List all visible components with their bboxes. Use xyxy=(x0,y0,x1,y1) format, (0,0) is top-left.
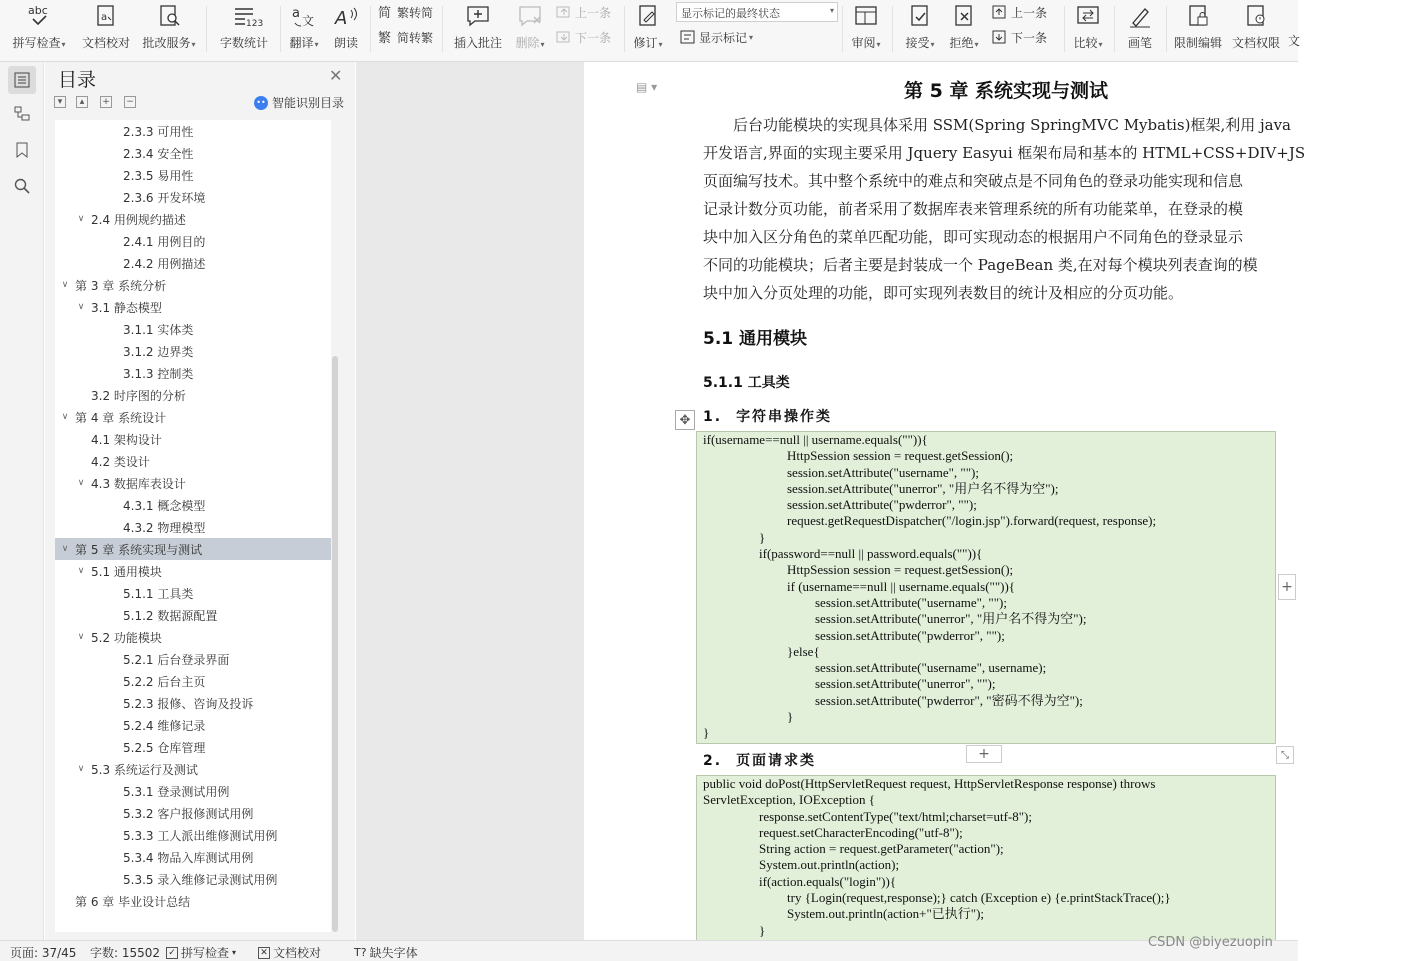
list-heading-2: 2. 页面请求类 xyxy=(703,753,817,769)
delete-comment-button[interactable]: 删除▾ xyxy=(510,0,550,58)
nav-pane-button[interactable] xyxy=(8,100,36,128)
list-heading-1: 1. 字符串操作类 xyxy=(703,409,833,425)
toc-item[interactable] xyxy=(55,472,331,494)
smart-toc-icon: •• xyxy=(254,96,268,110)
find-button[interactable] xyxy=(8,172,36,200)
toc-item-label: 3.1.2 边界类 xyxy=(123,344,194,359)
toc-list xyxy=(55,120,331,932)
toc-item-label: 4.3 数据库表设计 xyxy=(91,476,186,491)
toc-panel-button[interactable] xyxy=(8,66,36,94)
read-aloud-button[interactable]: A 朗读 xyxy=(326,0,366,58)
ribbon-overflow-label: 文 xyxy=(1288,33,1301,48)
code-line: public void doPost(HttpServletRequest request, HttpServletResponse response) throws xyxy=(703,776,1156,791)
remove-heading-icon[interactable]: − xyxy=(124,96,136,108)
nav-tree-icon xyxy=(13,105,31,123)
toc-item-label: 2.3.5 易用性 xyxy=(123,168,194,183)
toc-item[interactable] xyxy=(55,274,331,296)
code-line: }else{ xyxy=(787,643,820,659)
toc-item-label: 5.1.1 工具类 xyxy=(123,586,194,601)
doc-permission-button[interactable]: 文档权限 xyxy=(1228,0,1284,58)
toc-item-label: 2.3.6 开发环境 xyxy=(123,190,206,205)
toc-item[interactable] xyxy=(55,538,331,560)
toc-item[interactable] xyxy=(55,582,331,604)
toc-item-label: 5.2.2 后台主页 xyxy=(123,674,206,689)
translate-icon xyxy=(291,3,317,29)
doc-proof-icon xyxy=(93,3,119,29)
ribbon-separator xyxy=(370,6,371,52)
toc-item-label: 5.2.5 仓库管理 xyxy=(123,740,206,755)
code-line: session.setAttribute("unerror", "用户名不得为空"); xyxy=(787,480,1059,496)
search-icon xyxy=(13,177,31,195)
missing-font-status[interactable]: T? 缺失字体 xyxy=(354,946,418,960)
bookmark-icon xyxy=(13,141,31,159)
ribbon-separator xyxy=(280,6,281,52)
toc-item-label: 2.3.4 安全性 xyxy=(123,146,194,161)
toc-item-label: 第 6 章 毕业设计总结 xyxy=(75,894,191,909)
word-count-button[interactable]: 123 字数统计 xyxy=(214,0,274,58)
code-line: } xyxy=(703,725,710,741)
code-block-page-request[interactable] xyxy=(696,775,1276,945)
chevron-down-icon[interactable]: ∨ xyxy=(77,566,85,576)
trad-to-simp-button[interactable]: 简 繁转简 xyxy=(378,5,434,21)
toc-item[interactable] xyxy=(55,780,331,802)
paragraph-line: 块中加入分页处理的功能，即可实现列表数目的统计及相应的分页功能。 xyxy=(703,284,1184,302)
abc-check-icon xyxy=(26,3,52,29)
code-line: response.setContentType("text/html;charset=utf-8"); xyxy=(759,808,1032,824)
toc-item-label: 第 5 章 系统实现与测试 xyxy=(75,542,203,557)
toc-item[interactable] xyxy=(55,714,331,736)
svg-text:123: 123 xyxy=(246,19,264,29)
move-handle-icon[interactable]: ✥ xyxy=(675,410,695,430)
translate-button[interactable]: a 文 翻译▾ xyxy=(284,0,324,58)
toc-item[interactable] xyxy=(55,252,331,274)
toc-item[interactable] xyxy=(55,868,331,890)
toc-item[interactable] xyxy=(55,340,331,362)
prev-comment-button[interactable]: 上一条 xyxy=(556,2,611,22)
toc-item-label: 5.2.4 维修记录 xyxy=(123,718,206,733)
toc-item-label: 5.3.3 工人派出维修测试用例 xyxy=(123,828,278,843)
paragraph-line: 不同的功能模块；后者主要是封装成一个 PageBean 类,在对每个模块列表查询的模 xyxy=(703,256,1258,274)
paragraph-line: 块中加入区分角色的菜单匹配功能，即可实现动态的根据用户不同角色的登录显示 xyxy=(703,228,1244,246)
toc-item[interactable] xyxy=(55,890,331,912)
toc-item-label: 5.2 功能模块 xyxy=(91,630,162,645)
track-changes-button[interactable]: 修订▾ xyxy=(628,0,668,58)
toc-item[interactable] xyxy=(55,142,331,164)
pen-button[interactable]: 画笔 xyxy=(1120,0,1160,58)
code-line: } xyxy=(759,529,766,545)
code-line: if(password==null || password.equals("")){ xyxy=(759,546,983,562)
ribbon-separator xyxy=(892,6,893,52)
toc-item[interactable] xyxy=(55,186,331,208)
toc-item-label: 2.3.3 可用性 xyxy=(123,124,194,139)
next-change-icon xyxy=(992,29,1008,45)
proof-icon: ✕ xyxy=(258,947,270,959)
review-service-button[interactable]: 批改服务▾ xyxy=(138,0,200,58)
chevron-down-icon[interactable]: ∨ xyxy=(77,214,85,224)
word-count-icon xyxy=(231,3,264,29)
toc-item-label: 第 3 章 系统分析 xyxy=(75,278,167,293)
chevron-down-icon[interactable]: ∨ xyxy=(61,412,69,422)
code-line: System.out.println(action); xyxy=(759,857,900,873)
toc-item-label: 3.1 静态模型 xyxy=(91,300,162,315)
toc-item[interactable] xyxy=(55,494,331,516)
insert-comment-icon xyxy=(465,3,491,29)
show-marks-icon xyxy=(680,29,696,45)
toc-item-label: 2.4.1 用例目的 xyxy=(123,234,206,249)
code-line: if(action.equals("login")){ xyxy=(759,873,897,889)
delete-comment-icon xyxy=(517,3,543,29)
ribbon-separator xyxy=(442,6,443,52)
next-comment-icon xyxy=(556,29,572,45)
subsection-heading: 5.1.1 工具类 xyxy=(703,375,790,391)
svg-text:a: a xyxy=(292,6,300,21)
review-pane-button[interactable]: 审阅▾ xyxy=(846,0,886,58)
paragraph-line: 后台功能模块的实现具体采用 SSM(Spring SpringMVC Mybatis)框架,利用 java xyxy=(733,116,1291,134)
svg-text:A: A xyxy=(335,8,348,29)
toc-item[interactable] xyxy=(55,406,331,428)
toc-item[interactable] xyxy=(55,450,331,472)
chevron-down-icon[interactable]: ∨ xyxy=(77,632,85,642)
prev-change-button[interactable]: 上一条 xyxy=(992,2,1047,22)
compare-button[interactable]: 比较▾ xyxy=(1068,0,1108,58)
ribbon-separator xyxy=(1166,6,1167,52)
toc-item-label: 5.2.1 后台登录界面 xyxy=(123,652,230,667)
doc-search-icon xyxy=(156,3,182,29)
toc-item[interactable] xyxy=(55,428,331,450)
ribbon-separator xyxy=(624,6,625,52)
chapter-title: 第 5 章 系统实现与测试 xyxy=(903,80,1109,102)
toc-item[interactable] xyxy=(55,318,331,340)
ribbon-separator xyxy=(842,6,843,52)
toc-item-label: 5.1 通用模块 xyxy=(91,564,162,579)
code-line: } xyxy=(787,709,794,725)
reject-button[interactable]: 拒绝▾ xyxy=(944,0,984,58)
toc-item[interactable] xyxy=(55,604,331,626)
resize-icon[interactable]: ⤡ xyxy=(1276,746,1294,764)
font-warning-icon: T? xyxy=(354,946,367,959)
svg-text:a: a xyxy=(101,12,108,23)
ribbon-separator xyxy=(1064,6,1065,52)
code-line: HttpSession session = request.getSession(); xyxy=(787,448,1014,464)
toc-item[interactable] xyxy=(55,296,331,318)
code-line: request.getRequestDispatcher("/login.jsp").forward(request, response); xyxy=(787,513,1157,529)
toc-item[interactable] xyxy=(55,626,331,648)
insert-comment-button[interactable]: 插入批注 xyxy=(450,0,506,58)
toc-item[interactable] xyxy=(55,362,331,384)
toc-item-label: 4.1 架构设计 xyxy=(91,432,162,447)
toc-item[interactable] xyxy=(55,802,331,824)
toc-item-label: 3.2 时序图的分析 xyxy=(91,388,186,403)
spell-check-status[interactable]: ✓ 拼写检查 ▾ xyxy=(166,944,236,961)
chevron-down-icon: ▾ xyxy=(829,6,834,15)
toc-scrollbar[interactable] xyxy=(332,356,338,932)
toc-item-label: 5.3.2 客户报修测试用例 xyxy=(123,806,254,821)
reject-icon xyxy=(951,3,977,29)
toc-item-label: 3.1.3 控制类 xyxy=(123,366,194,381)
code-line: session.setAttribute("username", ""); xyxy=(815,594,1007,610)
accept-icon xyxy=(907,3,933,29)
smart-toc-label: 智能识别目录 xyxy=(272,96,345,110)
paragraph-line: 记录计数分页功能，前者采用了数据库表来管理系统的所有功能菜单，在登录的模 xyxy=(703,200,1244,218)
code-line: ServletException, IOException { xyxy=(703,792,875,808)
compare-icon xyxy=(1075,3,1101,29)
code-line: try {Login(request,response);} catch (Exception e) {e.printStackTrace();} xyxy=(787,890,1171,906)
code-line: session.setAttribute("unerror", "用户名不得为空"); xyxy=(815,611,1087,627)
document-page[interactable] xyxy=(584,62,1306,940)
chevron-down-icon[interactable]: ∨ xyxy=(61,544,69,554)
chevron-down-icon[interactable]: ∨ xyxy=(77,764,85,774)
chevron-down-icon[interactable]: ∨ xyxy=(77,302,85,312)
toc-item-label: 2.4 用例规约描述 xyxy=(91,212,186,227)
toc-item[interactable] xyxy=(55,670,331,692)
restrict-edit-button[interactable]: 限制编辑 xyxy=(1170,0,1226,58)
toc-item-label: 5.2.3 报修、咨询及投诉 xyxy=(123,696,254,711)
prev-change-icon xyxy=(992,4,1008,20)
code-block-string-utils[interactable] xyxy=(696,431,1276,744)
toc-item[interactable] xyxy=(55,758,331,780)
read-aloud-icon xyxy=(333,3,359,29)
code-line: session.setAttribute("pwderror", ""); xyxy=(787,497,977,513)
code-line: session.setAttribute("unerror", ""); xyxy=(815,676,996,692)
toc-item[interactable] xyxy=(55,846,331,868)
add-column-icon[interactable]: + xyxy=(1278,574,1296,600)
toc-item-label: 4.2 类设计 xyxy=(91,454,150,469)
paragraph-line: 页面编写技术。其中整个系统中的难点和突破点是不同角色的登录功能实现和信息 xyxy=(703,172,1244,190)
code-line: session.setAttribute("pwderror", ""); xyxy=(815,627,1005,643)
toc-pane xyxy=(45,62,355,940)
toc-item[interactable] xyxy=(55,120,331,142)
simp-to-trad-button[interactable]: 繁 简转繁 xyxy=(378,30,434,46)
spell-check-button[interactable]: abc 拼写检查▾ xyxy=(12,4,66,50)
toc-item[interactable] xyxy=(55,736,331,758)
doc-proof-button[interactable]: a 文档校对 xyxy=(78,0,134,58)
toc-item[interactable] xyxy=(55,164,331,186)
document-area xyxy=(356,62,1306,940)
toc-item-label: 第 4 章 系统设计 xyxy=(75,410,167,425)
ribbon-separator xyxy=(206,6,207,52)
chevron-down-icon[interactable]: ∨ xyxy=(77,478,85,488)
restrict-edit-icon xyxy=(1185,3,1211,29)
code-line: } xyxy=(759,922,766,938)
add-heading-icon[interactable]: + xyxy=(100,96,112,108)
trad-simp-icon xyxy=(378,4,394,20)
code-line: HttpSession session = request.getSession(); xyxy=(787,562,1014,578)
toc-item-label: 5.3 系统运行及测试 xyxy=(91,762,198,777)
toc-list-icon xyxy=(13,71,31,89)
toc-item[interactable] xyxy=(55,208,331,230)
code-line: session.setAttribute("pwderror", "密码不得为空"); xyxy=(815,692,1083,708)
paragraph-line: 开发语言,界面的实现主要采用 Jquery Easyui 框架布局和基本的 HTML+CSS+DIV+JS xyxy=(703,144,1306,162)
toc-item[interactable] xyxy=(55,824,331,846)
doc-permission-icon xyxy=(1243,3,1269,29)
chevron-down-icon[interactable]: ∨ xyxy=(61,280,69,290)
ribbon-separator xyxy=(1114,6,1115,52)
toc-item-label: 4.3.1 概念模型 xyxy=(123,498,206,513)
toc-title: 目录 xyxy=(58,69,97,91)
ribbon-toolbar xyxy=(0,0,1301,62)
review-pane-icon xyxy=(853,3,879,29)
accept-button[interactable]: 接受▾ xyxy=(900,0,940,58)
svg-text:繁: 繁 xyxy=(378,31,392,46)
next-comment-button[interactable]: 下一条 xyxy=(556,27,611,47)
code-line: request.setCharacterEncoding("utf-8"); xyxy=(759,824,963,840)
svg-text:abc: abc xyxy=(28,4,48,17)
toc-item[interactable] xyxy=(55,648,331,670)
code-line: String action = request.getParameter("action"); xyxy=(759,841,1004,857)
track-changes-icon xyxy=(635,3,661,29)
watermark: CSDN @biyezuopin xyxy=(1148,935,1273,950)
toc-item-label: 3.1.1 实体类 xyxy=(123,322,194,337)
page-options-icon[interactable]: ▤ ▾ xyxy=(636,80,658,94)
toc-item-label: 2.4.2 用例描述 xyxy=(123,256,206,271)
status-bar xyxy=(0,940,1298,961)
code-line: if(username==null || username.equals("")){ xyxy=(703,432,928,447)
toc-item-label: 5.3.1 登录测试用例 xyxy=(123,784,230,799)
smart-toc-button[interactable] xyxy=(254,94,344,111)
svg-text:文: 文 xyxy=(302,14,315,28)
toc-item-label: 5.1.2 数据源配置 xyxy=(123,608,218,623)
side-icon-bar xyxy=(0,62,44,940)
toc-item[interactable] xyxy=(55,560,331,582)
toc-item[interactable] xyxy=(55,692,331,714)
pen-icon xyxy=(1127,3,1153,29)
bookmark-button[interactable] xyxy=(8,136,36,164)
code-line: System.out.println(action+"已执行"); xyxy=(787,906,985,922)
prev-comment-icon xyxy=(556,4,572,20)
code-line: if (username==null || username.equals("")){ xyxy=(787,578,1016,594)
next-change-button[interactable]: 下一条 xyxy=(992,27,1047,47)
add-row-icon[interactable]: + xyxy=(966,745,1002,763)
checkbox-icon: ✓ xyxy=(166,947,178,959)
toc-item-label: 5.3.5 录入维修记录测试用例 xyxy=(123,872,278,887)
toc-item[interactable] xyxy=(55,516,331,538)
mark-state-select[interactable]: 显示标记的最终状态 ▾ xyxy=(676,2,838,22)
code-line: session.setAttribute("username", ""); xyxy=(787,464,979,480)
doc-proof-status[interactable]: ✕ 文档校对 xyxy=(258,944,321,961)
simp-trad-icon xyxy=(378,29,394,45)
toc-item[interactable] xyxy=(55,384,331,406)
show-marks-button[interactable]: 显示标记 ▾ xyxy=(680,27,753,47)
expand-all-icon[interactable]: ▴ xyxy=(76,96,88,108)
svg-text:简: 简 xyxy=(378,6,392,21)
toc-item-label: 5.3.4 物品入库测试用例 xyxy=(123,850,254,865)
code-line: session.setAttribute("username", username); xyxy=(815,660,1047,676)
close-icon[interactable]: ✕ xyxy=(329,66,343,85)
section-heading: 5.1 通用模块 xyxy=(703,329,808,349)
word-count[interactable]: 字数: 15502 xyxy=(90,946,161,960)
collapse-all-icon[interactable]: ▾ xyxy=(54,96,66,108)
toc-item-label: 4.3.2 物理模型 xyxy=(123,520,206,535)
toc-item[interactable] xyxy=(55,230,331,252)
page-count[interactable]: 页面: 37/45 xyxy=(10,946,77,960)
